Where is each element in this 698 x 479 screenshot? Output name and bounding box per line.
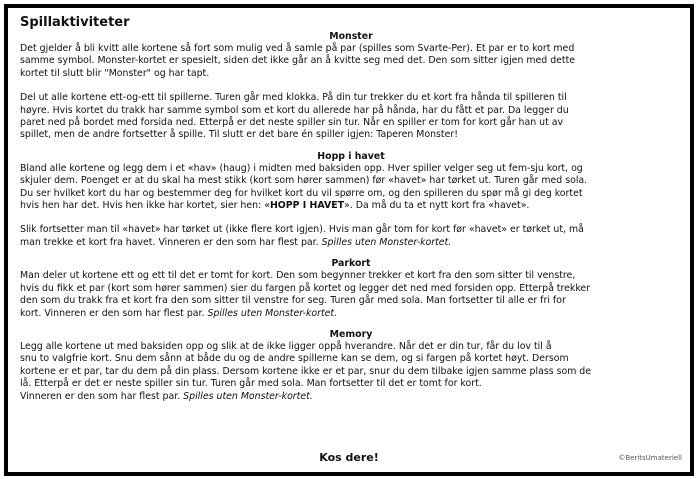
page-frame	[4, 4, 694, 476]
section-title-memory: Memory	[329, 328, 373, 340]
hopp-paragraph-1	[20, 163, 682, 213]
hopp-paragraph-1-end: ». Da må du ta et nytt kort fra «havet».	[344, 200, 530, 212]
memory-paragraph	[20, 341, 682, 403]
copyright-credit: ©BeritsUmateriell	[618, 454, 682, 462]
hopp-paragraph-1-text: Bland alle kortene og legg dem i et «hav» (haug) i midten med baksiden opp. Hver spiller velger seg ut fem-sju kort, og skjuler dem. Poenget er at du skal ha mest stikk (kort som hører sammen) før «havet» har tørket ut. Turen går med sola. Du ser hvilket kort du har og bestemmer deg for hvilket kort du vil spørre om, og den spilleren du spør må gi deg kortet hvis hen har det. Hvis hen ikke har kortet, sier hen: «	[20, 162, 588, 212]
memory-rule-note: Spilles uten Monster-kortet.	[183, 390, 313, 402]
monster-paragraph-2: Del ut alle kortene ett-og-ett til spillerne. Turen går med klokka. På din tur trekker du et kort fra hånda til spilleren til høyre. Hvis kortet du trakk har samme symbol som et kort du allerede har på hånda, har du fått et par. Da legger du paret ned på bordet med forsida ned. Etterpå er det neste spiller sin tur. Når en spiller er tom for kort går han ut av spillet, men de andre fortsetter å spille. Til slutt er det bare én spiller igjen: Taperen Monster!	[20, 92, 569, 141]
closing-greeting: Kos dere!	[319, 451, 379, 464]
section-title-parkort: Parkort	[331, 258, 371, 270]
monster-paragraph-1: Det gjelder å bli kvitt alle kortene så fort som mulig ved å samle på par (spilles som Svarte-Per). Et par er to kort med samme symbol. Monster-kortet er spesielt, siden det ikke går an å kvitte seg med det. Den som sitter igjen med dette kortet til slutt blir "Monster" og har tapt.	[20, 43, 576, 79]
parkort-rule-note: Spilles uten Monster-kortet.	[207, 307, 338, 319]
hopp-i-havet-callout: HOPP I HAVET	[269, 200, 345, 212]
document-body	[20, 14, 682, 403]
section-title-monster: Monster	[329, 31, 373, 42]
parkort-paragraph-text: Man deler ut kortene ett og ett til det er tomt for kort. Den som begynner trekker et kort fra den som sitter til venstre, hvis du fikk et par (kort som hører sammen) sier du fargen på kortet og legger det ned med forsiden opp. Etterpå trekker den som du trakk fra et kort fra den som sitter til venstre for seg. Turen går med sola. Man fortsetter til alle er fri for kort. Vinneren er den som har flest par.	[20, 270, 591, 319]
parkort-paragraph	[20, 270, 682, 320]
hopp-rule-note: Spilles uten Monster-kortet.	[321, 236, 452, 248]
hopp-paragraph-2-text: Slik fortsetter man til «havet» har tørket ut (ikke flere kort igjen). Hvis man går tom for kort før «havet» er tørket ut, må man trekke et kort fra havet. Vinneren er den som har flest par.	[20, 224, 584, 248]
footer	[8, 451, 690, 467]
document-title: Spillaktiviteter	[20, 15, 130, 30]
section-title-hopp-i-havet: Hopp i havet	[317, 150, 385, 162]
memory-paragraph-text: Legg alle kortene ut med baksiden opp og slik at de ikke ligger oppå hverandre. Når det er din tur, får du lov til å snu to valgfrie kort. Snu dem sånn at både du og de andre spillerne kan se dem, og si fargen på kortet høyt. Dersom kortene er et par, tar du dem på din plass. Dersom kortene ikke er et par, snur du dem tilbake igjen samme plass som de lå. Etterpå er det er neste spiller sin tur. Turen går med sola. Man fortsetter til det er tomt for kort. Vinneren er den som har flest par.	[20, 340, 592, 402]
hopp-paragraph-2	[20, 224, 682, 249]
